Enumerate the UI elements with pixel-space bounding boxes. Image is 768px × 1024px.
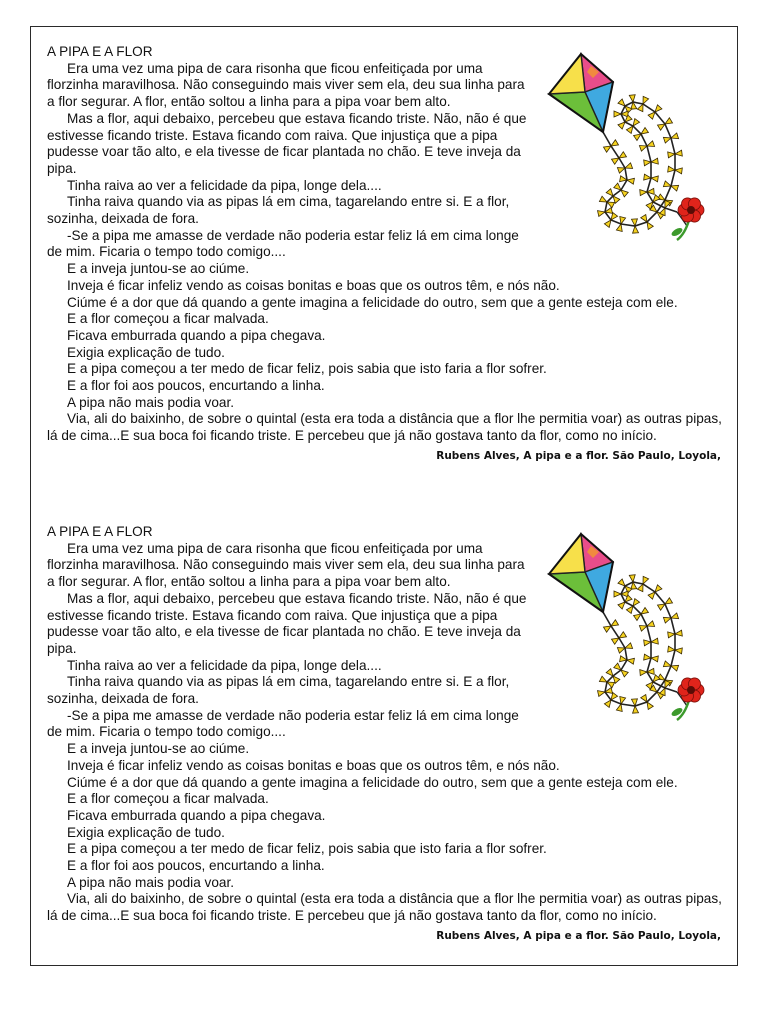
paragraph: Mas a flor, aqui debaixo, percebeu que estava ficando triste. Não, não é que estivesse ficando triste. Estava ficando com raiva. Que injustiça que a pipa pudesse voar tão alto, e ela tivesse de ficar plantada no chão. E teve inveja da pipa. [47,590,527,656]
paragraph: Ficava emburrada quando a pipa chegava. [67,327,326,343]
paragraph: E a pipa começou a ter medo de ficar feliz, pois sabia que isto faria a flor sofrer. [67,841,547,857]
paragraph: Ciúme é a dor que dá quando a gente imagina a felicidade do outro, sem que a gente esteja com ele. [67,294,678,310]
section-title: A PIPA E A FLOR [47,524,153,539]
paragraph: Exigia explicação de tudo. [67,824,225,840]
paragraph: E a pipa começou a ter medo de ficar feliz, pois sabia que isto faria a flor sofrer. [67,361,547,377]
paragraph: E a flor foi aos poucos, encurtando a linha. [67,378,325,394]
paragraph: Era uma vez uma pipa de cara risonha que ficou enfeitiçada por uma florzinha maravilhosa. Não conseguindo mais viver sem ela, deu sua linha para a flor segurar. A flor, então soltou a linha para a pipa voar bem alto. [47,60,525,110]
paragraph: Mas a flor, aqui debaixo, percebeu que estava ficando triste. Não, não é que estivesse ficando triste. Estava ficando com raiva. Que injustiça que a pipa pudesse voar tão alto, e ela tivesse de ficar plantada no chão. E teve inveja da pipa. [47,110,527,176]
paragraph: -Se a pipa me amasse de verdade não poderia estar feliz lá em cima longe de mim. Ficaria o tempo todo comigo.... [47,707,519,740]
paragraph: Inveja é ficar infeliz vendo as coisas bonitas e boas que os outros têm, e nós não. [67,757,560,773]
paragraph: Exigia explicação de tudo. [67,344,225,360]
paragraph: E a flor foi aos poucos, encurtando a linha. [67,858,325,874]
kite-and-flower-icon [541,530,711,724]
paragraph: Ciúme é a dor que dá quando a gente imagina a felicidade do outro, sem que a gente esteja com ele. [67,774,678,790]
text-block-2 [47,524,723,942]
paragraph: Inveja é ficar infeliz vendo as coisas bonitas e boas que os outros têm, e nós não. [67,277,560,293]
citation: Rubens Alves, A pipa e a flor. São Paulo, Loyola, [436,929,721,942]
paragraph: Tinha raiva ao ver a felicidade da pipa, longe dela.... [67,177,382,193]
paragraph: E a flor começou a ficar malvada. [67,311,269,327]
paragraph: E a inveja juntou-se ao ciúme. [67,741,250,757]
paragraph: Ficava emburrada quando a pipa chegava. [67,807,326,823]
paragraph: -Se a pipa me amasse de verdade não poderia estar feliz lá em cima longe de mim. Ficaria o tempo todo comigo.... [47,227,519,260]
paragraph: Via, ali do baixinho, de sobre o quintal (esta era toda a distância que a flor lhe permitia voar) as outras pipas, lá de cima...E sua boca foi ficando triste. E percebeu que já não gostava tanto da flor, como no início. [47,891,722,924]
paragraph: A pipa não mais podia voar. [67,394,235,410]
paragraph: Tinha raiva quando via as pipas lá em cima, tagarelando entre si. E a flor, sozinha, deixada de fora. [47,674,510,707]
kite-and-flower-icon [541,50,711,244]
paragraph: E a flor começou a ficar malvada. [67,791,269,807]
document-page [30,26,738,966]
paragraph: Tinha raiva quando via as pipas lá em cima, tagarelando entre si. E a flor, sozinha, deixada de fora. [47,194,510,227]
paragraph: Tinha raiva ao ver a felicidade da pipa, longe dela.... [67,657,382,673]
paragraph: E a inveja juntou-se ao ciúme. [67,261,250,277]
citation: Rubens Alves, A pipa e a flor. São Paulo, Loyola, [436,449,721,462]
section-title: A PIPA E A FLOR [47,44,153,59]
paragraph: Via, ali do baixinho, de sobre o quintal (esta era toda a distância que a flor lhe permitia voar) as outras pipas, lá de cima...E sua boca foi ficando triste. E percebeu que já não gostava tanto da flor, como no início. [47,411,722,444]
paragraph: Era uma vez uma pipa de cara risonha que ficou enfeitiçada por uma florzinha maravilhosa. Não conseguindo mais viver sem ela, deu sua linha para a flor segurar. A flor, então soltou a linha para a pipa voar bem alto. [47,540,525,590]
paragraph: A pipa não mais podia voar. [67,874,235,890]
text-block-1 [47,44,723,462]
